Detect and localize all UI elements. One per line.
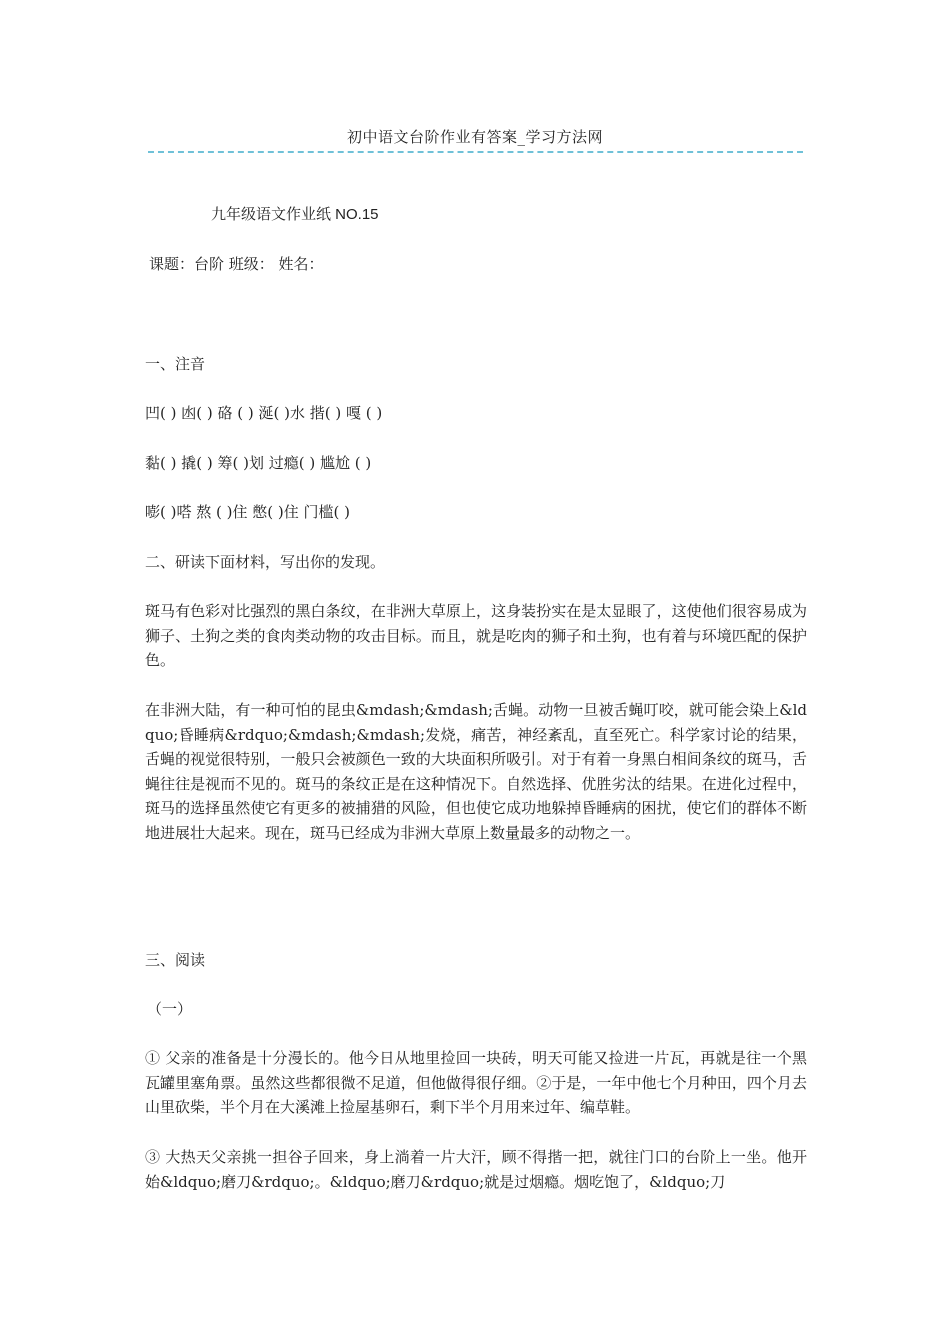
worksheet-info: 课题：台阶 班级： 姓名： xyxy=(149,255,324,273)
section2-paragraph-1: 斑马有色彩对比强烈的黑白条纹，在非洲大草原上，这身装扮实在是太显眼了，这使他们很容易成为狮子、土狗之类的食肉类动物的攻击目标。而且，就是吃肉的狮子和土狗，也有着与环境匹配的保护色。 xyxy=(145,602,807,669)
phonetic-line-1: 凹( ) 凼( ) 硌 ( ) 涎( )水 揩( ) 嘎 ( ) xyxy=(145,404,383,422)
section1-title: 一、注音 xyxy=(145,355,206,373)
section3-subtitle: （一） xyxy=(147,1000,193,1018)
document-title: 初中语文台阶作业有答案_学习方法网 xyxy=(346,128,603,146)
section3-title: 三、阅读 xyxy=(145,951,206,969)
section2-title: 二、研读下面材料，写出你的发现。 xyxy=(145,553,386,571)
phonetic-line-2: 黏( ) 撬( ) 筹( )划 过瘾( ) 尴尬 ( ) xyxy=(145,454,372,472)
section3-paragraph-1: ① 父亲的准备是十分漫长的。他今日从地里捡回一块砖，明天可能又捡进一片瓦，再就是往一个黑瓦罐里塞角票。虽然这些都很微不足道，但他做得很仔细。②于是，一年中他七个月种田，四个月去山里砍柴，半个月在大溪滩上捡屋基卵石，剩下半个月用来过年、编草鞋。 xyxy=(145,1049,807,1116)
worksheet-heading: 九年级语文作业纸 NO.15 xyxy=(211,206,379,223)
title-divider xyxy=(148,151,803,153)
section3-paragraph-2: ③ 大热天父亲挑一担谷子回来，身上淌着一片大汗，顾不得揩一把，就往门口的台阶上一坐。他开始&ldquo;磨刀&rdquo;。&ldquo;磨刀&rdquo;就是过烟瘾。烟吃饱了，&ldquo;刀 xyxy=(145,1148,807,1191)
section2-paragraph-2: 在非洲大陆，有一种可怕的昆虫&mdash;&mdash;舌蝇。动物一旦被舌蝇叮咬，就可能会染上&ldquo;昏睡病&rdquo;&mdash;&mdash;发烧，痛苦，神经紊乱，直至死亡。科学家讨论的结果，舌蝇的视觉很特别，一般只会被颜色一致的大块面积所吸引。对于有着一身黑白相间条纹的斑马，舌蝇往往是视而不见的。斑马的条纹正是在这种情况下。自然选择、优胜劣汰的结果。在进化过程中，斑马的选择虽然使它有更多的被捕猎的风险，但也使它成功地躲掉昏睡病的困扰，使它们的群体不断地进展壮大起来。现在，斑马已经成为非洲大草原上数量最多的动物之一。 xyxy=(145,701,807,842)
phonetic-line-3: 嘭( )嗒 熬 ( )住 憋( )住 门槛( ) xyxy=(145,503,350,521)
